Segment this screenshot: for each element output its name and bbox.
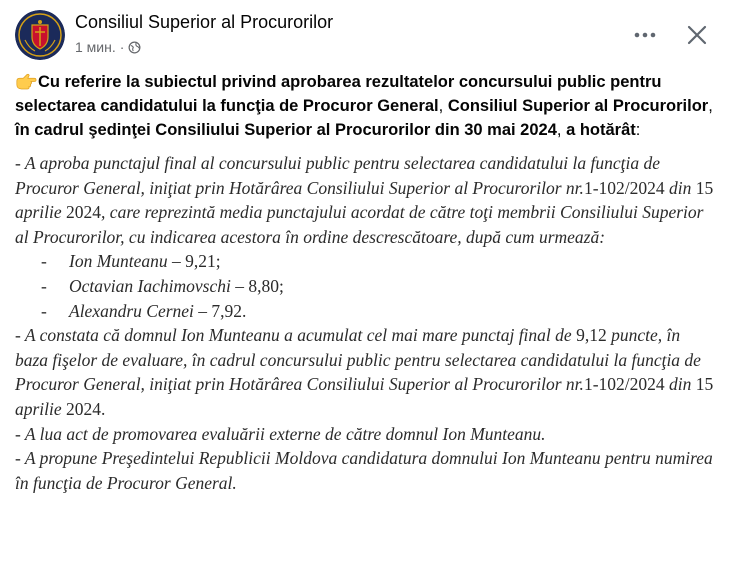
p2-mid: din [664, 374, 696, 395]
list-dash: - [41, 300, 47, 321]
p1-rest: , care reprezintă media punctajului acordat de către toţi membrii Consiliului Superior al Procurorilor, cu indicarea acestora în ordine descrescătoare, după cum urmează: [15, 202, 704, 247]
p3-text: - A lua act de promovarea evaluării externe de către domnul Ion Munteanu. [15, 423, 546, 444]
post-header [15, 10, 714, 60]
pointing-hand-icon [15, 72, 37, 90]
decision-text [15, 151, 715, 495]
list-dash: - [41, 275, 47, 296]
p2-date-day: 15 [695, 374, 714, 395]
more-horizontal-icon [634, 31, 656, 39]
candidate-sep: – [193, 300, 212, 321]
p1-date-day: 15 [695, 177, 714, 198]
candidate-sep: – [230, 275, 249, 296]
csp-emblem-icon [15, 10, 65, 60]
globe-icon[interactable] [128, 41, 141, 54]
p2-text-a: - A constata că domnul Ion Munteanu a acumulat cel mai mare punctaj final de [15, 325, 577, 346]
list-item [15, 274, 715, 299]
intro-bold-3: în cadrul şedinţei Consiliului Superior al Procurorilor din 30 mai 2024 [15, 121, 557, 139]
candidate-score: 9,21; [185, 251, 221, 272]
post-content [15, 70, 715, 495]
close-icon [687, 25, 707, 45]
intro-bold-4: a hotărât [566, 121, 636, 139]
post-intro [15, 70, 715, 142]
intro-sep-2: , [708, 97, 713, 115]
candidate-name: Alexandru Cernei [69, 300, 194, 321]
avatar[interactable] [15, 10, 65, 60]
decision-paragraph-1 [15, 151, 715, 249]
intro-bold-2: Consiliul Superior al Procurorilor [447, 97, 709, 115]
p2-number: 1-102/2024 [583, 374, 665, 395]
p4-text: - A propune Preşedintelui Republicii Moldova candidatura domnului Ion Munteanu pentru numirea în funcţia de Procuror General. [15, 448, 713, 493]
timestamp[interactable]: 1 мин. [75, 39, 116, 55]
candidate-name: Octavian Iachimovschi [69, 275, 231, 296]
decision-paragraph-2 [15, 323, 715, 421]
intro-sep-3: , [556, 121, 567, 139]
intro-sep-1: , [438, 97, 448, 115]
decision-paragraph-3 [15, 422, 715, 447]
decision-paragraph-4 [15, 446, 715, 495]
more-options-button[interactable] [628, 18, 662, 52]
intro-bold-1: Cu referire la subiectul privind aprobarea rezultatelor concursului public pentru selectarea candidatului la funcţia de Procuror General [15, 73, 662, 115]
candidate-sep: – [167, 251, 186, 272]
p1-text: - A aproba punctajul final al concursului public pentru selectarea candidatului la funcţia de Procuror General, iniţiat prin Hotărârea Consiliului Superior al Procurorilor nr. [15, 153, 660, 198]
page-name[interactable]: Consiliul Superior al Procurorilor [75, 12, 334, 32]
list-item [15, 249, 715, 274]
intro-end: : [635, 121, 641, 139]
p2-date-year: 2024 [66, 398, 102, 419]
list-item [15, 299, 715, 324]
meta-separator: · [119, 39, 125, 55]
p2-score: 9,12 [576, 325, 607, 346]
p1-mid: din [664, 177, 696, 198]
p2-end: . [101, 398, 106, 419]
candidate-score: 8,80; [248, 275, 284, 296]
p2-text-b: puncte, în baza fişelor de evaluare, în cadrul concursului public pentru selectarea candidatului la funcţia de Procuror General, iniţiat prin Hotărârea Consiliului Superior al Procurorilor nr. [15, 325, 701, 395]
close-button[interactable] [680, 18, 714, 52]
candidate-list [15, 249, 715, 323]
p2-date-month: aprilie [15, 398, 67, 419]
candidate-name: Ion Munteanu [69, 251, 168, 272]
p1-date-year: 2024 [66, 202, 102, 223]
p1-date-month: aprilie [15, 202, 67, 223]
list-dash: - [41, 251, 47, 272]
post-meta [75, 39, 141, 55]
candidate-score: 7,92. [211, 300, 247, 321]
p1-number: 1-102/2024 [583, 177, 665, 198]
